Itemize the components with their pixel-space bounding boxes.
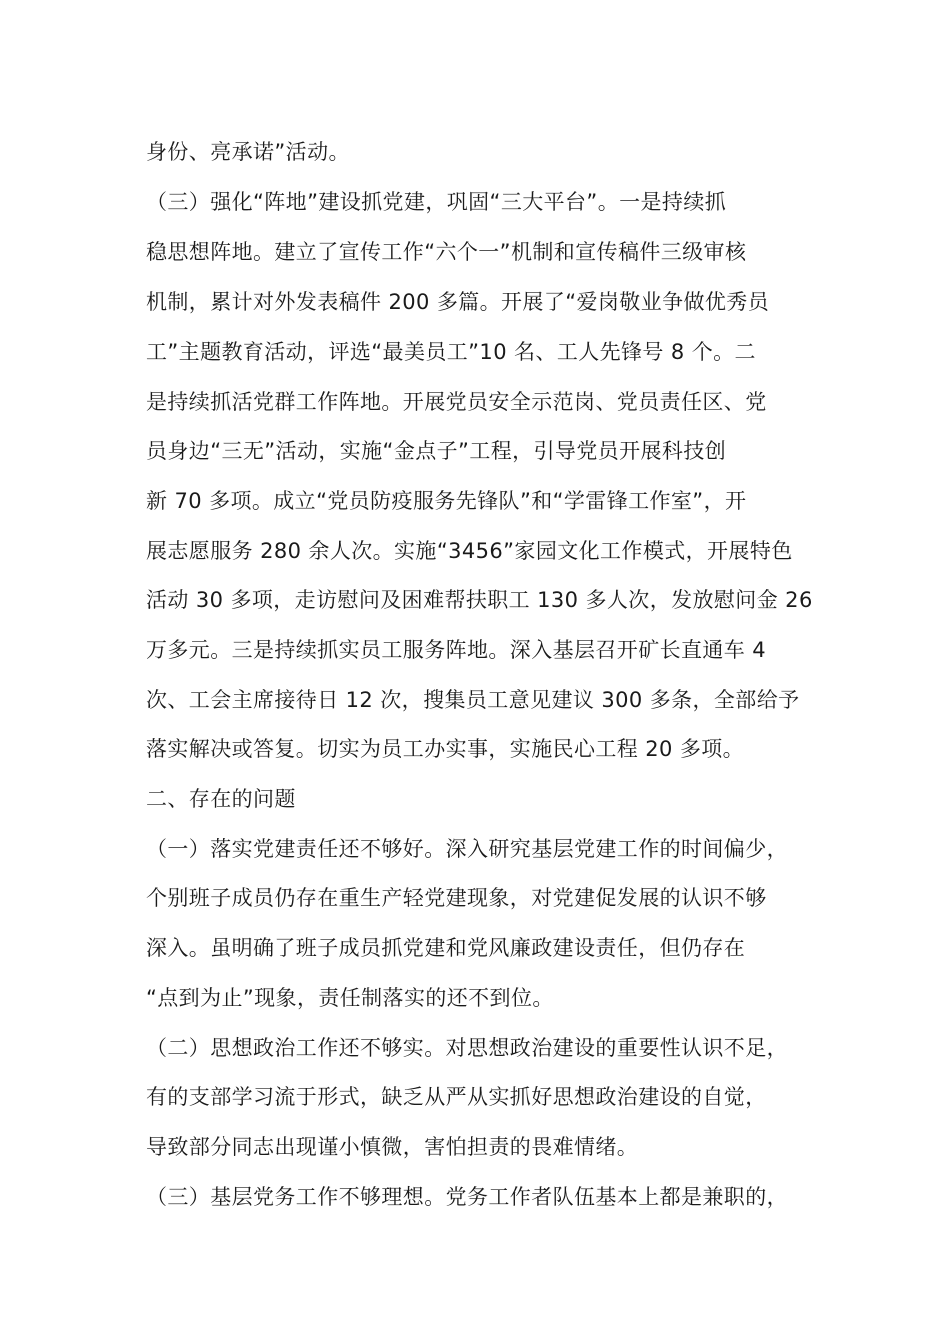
text-line: 工”主题教育活动，评选“最美员工”10 名、工人先锋号 8 个。二 [146, 340, 756, 364]
text-line: 员身边“三无”活动，实施“金点子”工程，引导党员开展科技创 [146, 439, 727, 463]
text-line: 稳思想阵地。建立了宣传工作“六个一”机制和宣传稿件三级审核 [146, 240, 747, 264]
text-line: 万多元。三是持续抓实员工服务阵地。深入基层召开矿长直通车 4 [146, 638, 767, 662]
text-line: 活动 30 多项，走访慰问及困难帮扶职工 130 多人次，发放慰问金 26 [146, 588, 813, 612]
text-line: 新 70 多项。成立“党员防疫服务先锋队”和“学雷锋工作室”，开 [146, 489, 747, 513]
text-line: 导致部分同志出现谨小慎微，害怕担责的畏难情绪。 [146, 1135, 639, 1159]
text-line: 个别班子成员仍存在重生产轻党建现象，对党建促发展的认识不够 [146, 886, 767, 910]
text-line: 机制，累计对外发表稿件 200 多篇。开展了“爱岗敬业争做优秀员 [146, 290, 770, 314]
text-line: 是持续抓活党群工作阵地。开展党员安全示范岗、党员责任区、党 [146, 390, 767, 414]
text-line: 深入。虽明确了班子成员抓党建和党风廉政建设责任，但仍存在 [146, 936, 746, 960]
text-line: （一）落实党建责任还不够好。深入研究基层党建工作的时间偏少， [146, 837, 788, 861]
text-line: 有的支部学习流于形式，缺乏从严从实抓好思想政治建设的自觉， [146, 1085, 767, 1109]
text-line: （三）强化“阵地”建设抓党建，巩固“三大平台”。一是持续抓 [146, 190, 727, 214]
text-line: （二）思想政治工作还不够实。对思想政治建设的重要性认识不足， [146, 1036, 788, 1060]
text-line: 次、工会主席接待日 12 次，搜集员工意见建议 300 多条，全部给予 [146, 688, 800, 712]
text-line: “点到为止”现象，责任制落实的还不到位。 [146, 986, 554, 1010]
text-line: 落实解决或答复。切实为员工办实事，实施民心工程 20 多项。 [146, 737, 745, 761]
text-line: 展志愿服务 280 余人次。实施“3456”家园文化工作模式，开展特色 [146, 539, 793, 563]
section-heading: 二、存在的问题 [146, 787, 296, 811]
text-line: 身份、亮承诺”活动。 [146, 140, 350, 164]
text-line: （三）基层党务工作不够理想。党务工作者队伍基本上都是兼职的， [146, 1185, 788, 1209]
